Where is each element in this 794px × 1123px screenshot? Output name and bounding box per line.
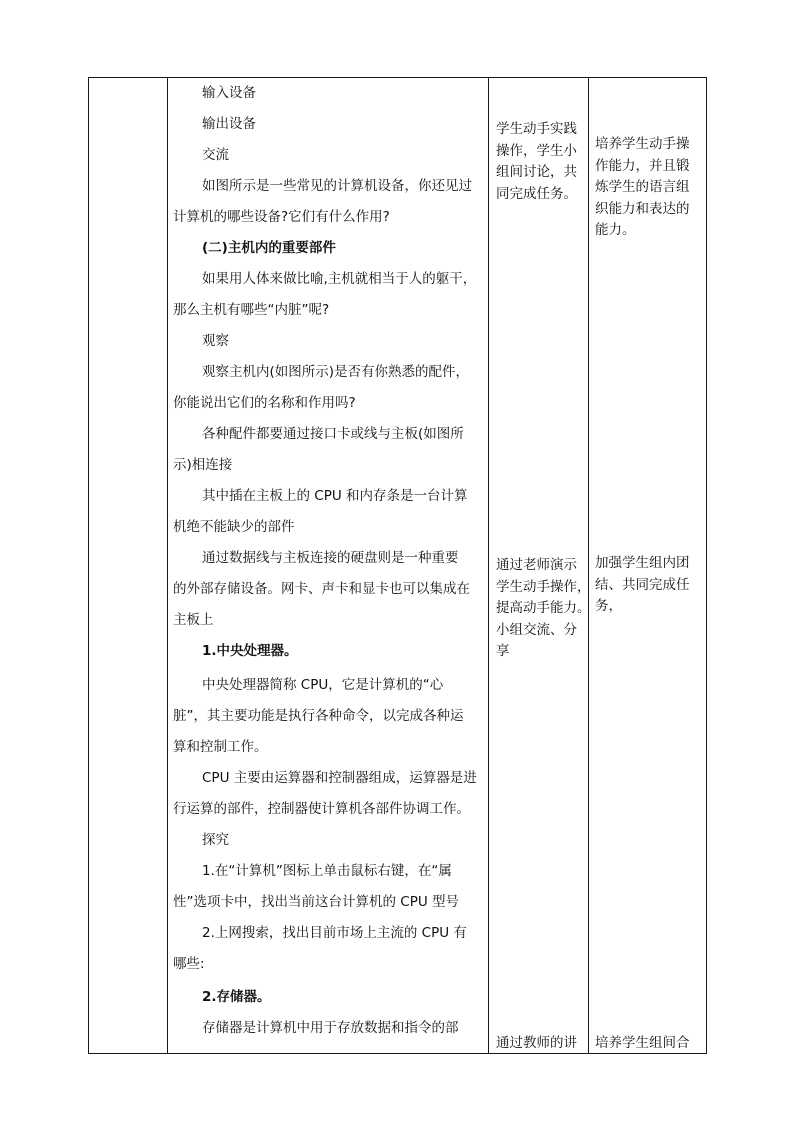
- content-line: 如果用人体来做比喻,主机就相当于人的躯干，: [202, 271, 477, 287]
- content-line: 各种配件都要通过接口卡或线与主板(如图所: [202, 426, 464, 442]
- content-line: 其中插在主板上的 CPU 和内存条是一台计算: [202, 488, 468, 504]
- activity-line: 享: [496, 643, 510, 659]
- table-col-divider-1: [167, 77, 168, 1054]
- purpose-line: 加强学生组内团: [595, 555, 690, 571]
- activity-line: 操作，学生小: [496, 142, 577, 159]
- content-line: 存储器是计算机中用于存放数据和指令的部: [202, 1020, 459, 1036]
- table-left-border: [88, 77, 89, 1054]
- content-line: 哪些:: [173, 956, 205, 972]
- purpose-line: 培养学生动手操: [595, 136, 690, 152]
- purpose-line: 炼学生的语言组: [595, 179, 690, 195]
- activity-line: 通过教师的讲: [496, 1035, 577, 1051]
- activity-line: 同完成任务。: [496, 185, 577, 202]
- section-heading: 1.中央处理器。: [202, 643, 298, 659]
- purpose-line: 能力。: [595, 222, 636, 238]
- student-activity-block-1: [496, 119, 577, 205]
- student-activity-block-2: [496, 555, 591, 663]
- design-purpose-block-1: [595, 134, 690, 242]
- table-right-border: [706, 77, 707, 1054]
- section-heading: 2.存储器。: [202, 989, 271, 1005]
- content-line: 如图所示是一些常见的计算机设备，你还见过: [202, 178, 472, 194]
- content-line: 机绝不能缺少的部件: [173, 519, 295, 535]
- content-line: CPU 主要由运算器和控制器组成，运算器是进: [202, 770, 477, 786]
- content-line: 计算机的哪些设备?它们有什么作用?: [173, 209, 390, 225]
- activity-line: 通过老师演示: [496, 557, 577, 573]
- content-line: 探究: [202, 832, 229, 848]
- content-line: 中央处理器简称 CPU，它是计算机的“心: [202, 677, 444, 693]
- purpose-line: 务，: [595, 598, 622, 614]
- activity-line: 组间讨论，共: [496, 164, 577, 180]
- content-line: 观察: [202, 333, 229, 349]
- content-line: 算和控制工作。: [173, 739, 268, 755]
- table-top-border: [88, 77, 707, 78]
- student-activity-block-3: [496, 1033, 577, 1055]
- content-line: 2.上网搜索，找出目前市场上主流的 CPU 有: [202, 925, 467, 941]
- activity-line: 小组交流、分: [496, 621, 577, 638]
- content-line: 的外部存储设备。网卡、声卡和显卡也可以集成在: [173, 581, 470, 597]
- activity-line: 学生动手操作，: [496, 578, 591, 595]
- design-purpose-block-2: [595, 553, 690, 618]
- content-line: 输入设备: [202, 85, 256, 101]
- content-line: 那么主机有哪些“内脏”呢?: [173, 302, 330, 318]
- content-line: 性”选项卡中，找出当前这台计算机的 CPU 型号: [173, 894, 460, 910]
- purpose-line: 织能力和表达的: [595, 200, 690, 217]
- purpose-line: 结、共同完成任: [595, 576, 690, 593]
- purpose-line: 培养学生组间合: [595, 1035, 690, 1051]
- content-line: 你能说出它们的名称和作用吗?: [173, 395, 356, 411]
- purpose-line: 作能力，并且锻: [595, 157, 690, 174]
- content-line: 交流: [202, 147, 229, 163]
- content-line: 观察主机内(如图所示)是否有你熟悉的配件，: [202, 364, 470, 380]
- content-line: 1.在“计算机”图标上单击鼠标右键，在“属: [202, 863, 452, 879]
- content-line: 通过数据线与主板连接的硬盘则是一种重要: [202, 550, 459, 566]
- design-purpose-block-3: [595, 1033, 690, 1055]
- content-line: 脏”，其主要功能是执行各种命令，以完成各种运: [173, 708, 464, 724]
- content-line: 行运算的部件，控制器使计算机各部件协调工作。: [173, 801, 470, 817]
- content-line: 示)相连接: [173, 457, 233, 473]
- activity-line: 学生动手实践: [496, 121, 577, 137]
- content-line: 主板上: [173, 612, 214, 628]
- section-heading: (二)主机内的重要部件: [202, 240, 336, 256]
- activity-line: 提高动手能力。: [496, 600, 591, 616]
- table-col-divider-2: [488, 77, 489, 1054]
- content-line: 输出设备: [202, 116, 256, 132]
